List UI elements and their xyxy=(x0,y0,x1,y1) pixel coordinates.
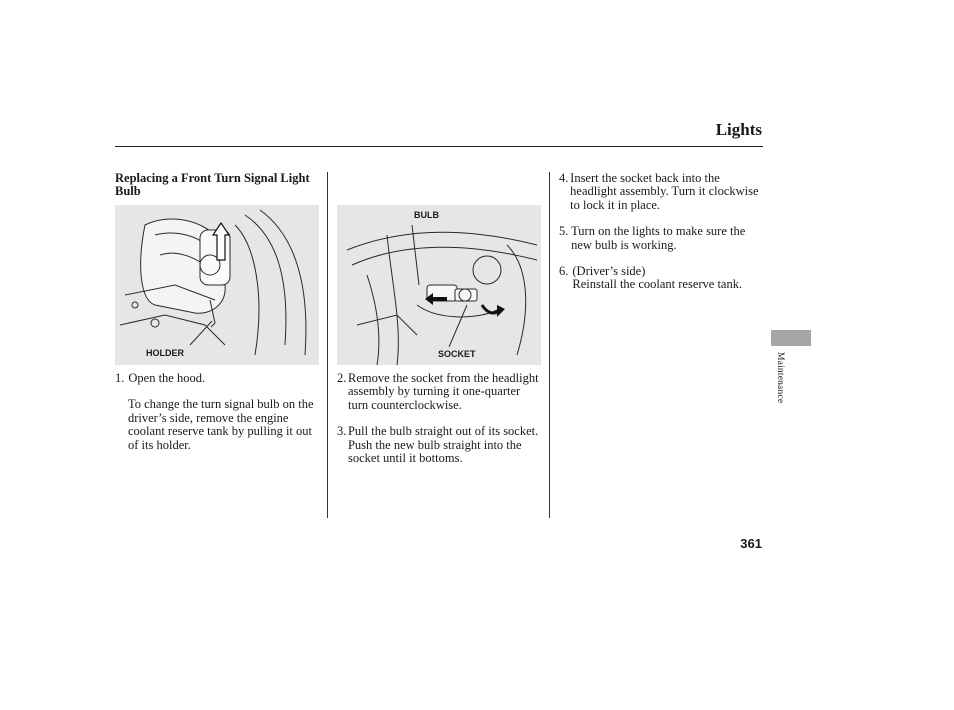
column-divider-right xyxy=(549,172,550,518)
step-3-number: 3. xyxy=(337,424,347,439)
figure1-label-holder: HOLDER xyxy=(146,348,184,358)
page-title: Lights xyxy=(715,120,762,139)
step-4-text: Insert the socket back into the headlight assembly. Turn it clockwise to lock it in place. xyxy=(570,171,759,212)
step-4-number: 4. xyxy=(559,171,569,185)
step-5-text: Turn on the lights to make sure the new bulb is working. xyxy=(571,224,746,252)
illustration-coolant-tank xyxy=(115,205,319,365)
column-divider-left xyxy=(327,172,328,518)
step-1-number: 1. xyxy=(115,371,125,385)
step-2-text: Remove the socket from the headlight assembly by turning it one-quarter turn counterclockwise. xyxy=(347,371,539,412)
step-3 xyxy=(337,425,543,465)
column1-text xyxy=(115,372,320,452)
coolant-tank-drawing xyxy=(115,205,319,365)
step-1 xyxy=(115,372,320,385)
step-6 xyxy=(559,265,764,292)
step-5 xyxy=(559,225,764,252)
page-number: 361 xyxy=(740,536,762,551)
illustration-bulb-socket xyxy=(337,205,541,365)
bulb-socket-drawing xyxy=(337,205,541,365)
section-tab xyxy=(771,330,811,346)
step-3-text: Pull the bulb straight out of its socket. Push the new bulb straight into the socket until it bottoms. xyxy=(347,424,539,466)
section-title: Replacing a Front Turn Signal Light Bulb xyxy=(115,171,310,198)
step-1-note: To change the turn signal bulb on the driver’s side, remove the engine coolant reserve tank by pulling it out of its holder. xyxy=(128,397,314,452)
header-rule xyxy=(115,146,763,147)
column3-text xyxy=(559,172,764,292)
section-side-label: Maintenance xyxy=(775,352,785,404)
step-1-text: Open the hood. xyxy=(128,371,206,385)
step-2 xyxy=(337,372,543,412)
figure2-label-bulb: BULB xyxy=(414,210,439,220)
step-4 xyxy=(559,172,764,212)
step-6-number: 6. xyxy=(559,264,569,279)
step-5-number: 5. xyxy=(559,224,569,239)
step-6-text: (Driver’s side) Reinstall the coolant reserve tank. xyxy=(572,264,743,292)
step-2-number: 2. xyxy=(337,371,347,385)
figure2-label-socket: SOCKET xyxy=(438,349,476,359)
column2-text xyxy=(337,372,543,465)
